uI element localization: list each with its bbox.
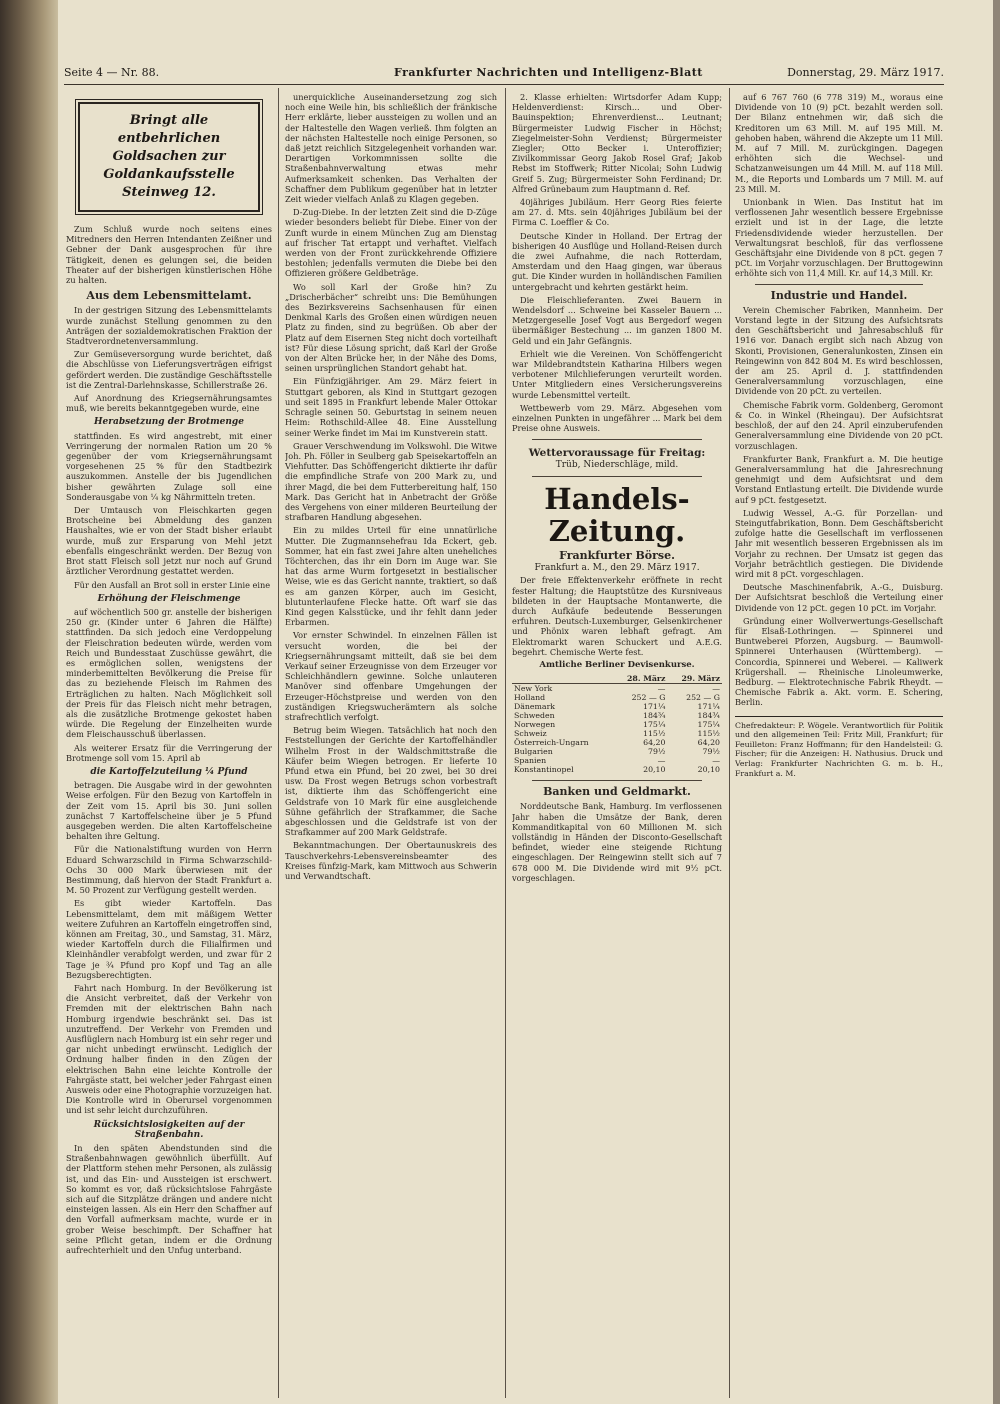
masthead-title: Frankfurter Nachrichten und Intelligenz-Blatt [394,66,703,79]
weather-heading: Wettervoraussage für Freitag: [528,446,706,459]
article-paragraph: Fahrt nach Homburg. In der Bevölkerung ist die Ansicht verbreitet, daß der Verkehr von Fremden mit der elektrischen Bahn nach Homburg irgendwie beschränkt sei. Das ist unzutreffend. Der Verkehr von Fremden und Ausflüglern nach Homburg ist ein sehr reger und gar nicht unbedingt erwünscht. Lediglich der Ordnung halber finden in den Zügen der elektrischen Bahn eine leichte Kontrolle der Fahrgäste statt, bei welcher jeder Fahrgast einen Ausweis oder eine Photographie vorzuzeigen hat. Die Kontrolle wird in Oberursel vorgenommen und ist sehr leicht durchzuführen. [66,983,272,1116]
subheading: Rücksichtslosigkeiten auf der Straßenbahn. [93,1119,245,1140]
column-2 [285,92,497,1392]
column-3 [512,92,722,1392]
article-paragraph: Zur Gemüseversorgung wurde berichtet, daß die Abschlüsse von Lieferungsverträgen eifrigst gefördert werden. Die zuständige Geschäftsstelle ist die Zentral-Darlehnskasse, Schillerstraße 26. [66,349,272,390]
table-cell: 171¼ [643,702,666,712]
page-number: Seite 4 — Nr. 88. [64,66,160,79]
table-row [512,693,722,702]
article-paragraph: Auf Anordnung des Kriegsernährungsamtes muß, wie bereits bekanntgegeben wurde, eine [66,393,272,414]
header-rule [64,84,944,85]
article-paragraph: Verein Chemischer Fabriken, Mannheim. Der Vorstand legte in der Sitzung des Aufsichtsrats den Geschäftsbericht und Jahresabschluß für 1916 vor. Danach ergibt sich nach Abzug von Skonti, Provisionen, Generalunkosten, Zinsen ein Reingewinn von 842 804 M. Es wird beschlossen, der am 25. April d. J. stattfindenden Generalversammlung vorzuschlagen, eine Dividende von 20 pCt. zu verteilen. [735,304,943,397]
article-paragraph: Deutsche Kinder in Holland. Der Ertrag der bisherigen 40 Ausflüge und Holland-Reisen durch die zwei Aufnahme, die nach Rotterdam, Amsterdam und den Haag gingen, war überaus gut. Die Kinder wurden in holländischen Familien untergebracht und kehrten gestärkt heim. [512,230,722,292]
article-paragraph: Frankfurter Bank, Frankfurt a. M. Die heutige Generalversammlung hat die Jahresrechnung genehmigt und dem Aufsichtsrat und dem Vorstand Entlastung erteilt. Die Dividende wurde auf 9 pCt. festgesetzt. [735,453,943,505]
article-paragraph: unerquickliche Auseinandersetzung zog sich noch eine Weile hin, bis schließlich der fränkische Herr erklärte, lieber aussteigen zu wollen und an der Haltestelle den Wagen verließ. Ihm folgten an der nächsten Haltestelle noch einige Personen, so daß jetzt reichlich Sitzgelegenheit vorhanden war. Derartigen Vorkommnissen sollte die Straßenbahnverwaltung etwas mehr Aufmerksamkeit schenken. Das Verhalten der Schaffner dem Publikum gegenüber hat in letzter Zeit wieder vielfach Anlaß zu Klagen gegeben. [285,92,497,205]
table-cell: 115½ [697,729,720,739]
article-paragraph: Ein Fünfzigjähriger. Am 29. März feiert in Stuttgart geboren, als Kind in Stuttgart gezogen und seit 1895 in Frankfurt lebende Maler Ottokar Schragle seinen 50. Geburtstag in seinem neuen Heim: Rothschild-Allee 48. Eine Ausstellung seiner Werke findet im Mai im Kunstverein statt. [285,376,497,438]
article-paragraph: Wettbewerb vom 29. März. Abgesehen vom einzelnen Punkten in ungefährer ... Mark bei dem Preise ohne Ausweis. [512,402,722,434]
table-row [512,702,722,711]
article-paragraph: Erhielt wie die Vereinen. Von Schöffengericht war Mildebrandtstein Katharina Hilbers wegen verbotener Milchlieferungen verurteilt worden. Unter Mitgliedern eines Versicherungsvereins wurde Lebensmittel verteilt. [512,348,722,400]
table-cell: Bulgarien [514,747,553,757]
table-cell: — [657,756,666,766]
table-header-row [512,674,722,684]
column-1 [66,92,272,1392]
article-paragraph: Für den Ausfall an Brot soll in erster Linie eine [74,579,271,590]
column-divider [729,88,730,1398]
subheading: Erhöhung der Fleischmenge [97,593,241,604]
article-paragraph: Norddeutsche Bank, Hamburg. Im verflossenen Jahr haben die Umsätze der Bank, deren Kommanditkapital von 60 Millionen M. sich vollständig in Händen der Disconto-Gesellschaft befindet, wieder eine steigende Richtung eingeschlagen. Der Reingewinn stellt sich auf 7 678 000 M. Die Dividende wird mit 9½ pCt. vorgeschlagen. [512,801,722,883]
table-cell: 184¾ [697,711,720,721]
article-paragraph: 2. Klasse erhielten: Wirtsdorfer Adam Kupp; Heldenverdienst: Kirsch... und Ober-Bauinspektion; Ehrenverdienst... Leutnant; Bürgermeister Ludwig Fischer in Höchst; Ziegelmeister-Sohn Verdienst; Bürgermeister Ziegler; Otto Becker i. Unteroffizier; Zivilkommissar Georg Jakob Rosel Graf; Jakob Rebst im Stoffwerk; Ritter Nicolai; Sohn Ludwig Greif 5. Zug; Bürgermeister Sohn Ferdinand; Dr. Alfred Grünebaum zum Hauptmann d. Ref. [512,92,722,194]
section-heading: Banken und Geldmarkt. [543,785,691,799]
article-paragraph: Grauer Verschwendung im Volkswohl. Die Witwe Joh. Ph. Föller in Seulberg gab Speisekartoffeln an Viehfutter. Das Schöffengericht diktierte ihr dafür die empfindliche Strafe von 200 Mark zu, und ihrer Magd, die bei dem Futterbereitung half, 150 Mark. Das Gericht hat in Anbetracht der Größe des Vergehens von einer milderen Beurteilung der strafbaren Handlung abgesehen. [285,440,497,523]
article-paragraph: betragen. Die Ausgabe wird in der gewohnten Weise erfolgen. Für den Bezug von Kartoffeln in der Zeit vom 15. April bis 30. Juni sollen zunächst 7 Kartoffelscheine über je 5 Pfund ausgegeben werden. Die alten Kartoffelscheine behalten ihre Geltung. [66,780,272,842]
column-divider [278,88,279,1398]
article-paragraph: Gründung einer Wollverwertungs-Gesellschaft für Elsaß-Lothringen. — Spinnerei und Buntweberei Pforzen, Augsburg. — Baumwoll-Spinnerei Unterhausen (Württemberg). — Concordia, Spinnerei und Weberei. — Kaliwerk Krügershall. — Rheinische Linoleumwerke, Bedburg. — Elektrotechnische Fabrik Rheydt. — Chemische Fabrik a. Akt. vorm. E. Schering, Berlin. [735,615,943,708]
table-cell: 175¼ [697,720,720,730]
table-cell: 252 — G [631,693,666,703]
table-header-cell: 28. März [613,674,668,684]
table-row [512,756,722,765]
divider [532,780,702,781]
table-cell: 20,10 [697,765,720,775]
article-paragraph: Ein zu mildes Urteil für eine unnatürliche Mutter. Die Zugmannsehefrau Ida Eckert, geb. Sommer, hat ein fast zwei Jahre alten uneheliches Töchterchen, das ihr ein Dorn im Auge war. Sie hat das arme Wurm fortgesetzt in bestialischer Weise, wie es das Gericht nannte, traktiert, so daß es am ganzen Körper, auch im Gesicht, blutunterlaufene Flecke hatte. Oft warf sie das Kind gegen Kalsstücke, und ihr fehlt dann jeder Erbarmen. [285,525,497,628]
article-paragraph: stattfinden. Es wird angestrebt, mit einer Verringerung der normalen Ration um 20 % gegenüber der vom Kriegsernährungsamt vorgesehenen 25 % für den Stadtbezirk auszukommen. Anstelle der bis Jugendlichen bisher gewährten Zulage soll eine Sonderausgabe von ¼ kg Nährmitteln treten. [66,430,272,502]
article-paragraph: Ludwig Wessel, A.-G. für Porzellan- und Steingutfabrikation, Bonn. Dem Geschäftsbericht zufolge hatte die Gesellschaft im verflossenen Jahr mit wesentlich besseren Ergebnissen als im Vorjahr zu rechnen. Der Umsatz ist gegen das Vorjahr beträchtlich gestiegen. Die Dividende wird mit 8 pCt. vorgeschlagen. [735,507,943,579]
issue-date: Donnerstag, 29. März 1917. [787,66,944,79]
table-cell: 252 — G [686,693,720,703]
page-header [64,66,944,82]
article-paragraph: Für die Nationalstiftung wurden von Herrn Eduard Schwarzschild in Firma Schwarzschild-Ochs 30 000 Mark überwiesen mit der Bestimmung, daß hiervon der Stadt Frankfurt a. M. 50 Prozent zur Verfügung gestellt werden. [66,844,272,896]
handels-zeitung-title: Handels-Zeitung. [544,481,690,548]
column-divider [505,88,506,1398]
table-cell: Spanien [514,756,547,766]
table-cell: — [657,684,666,694]
column-4 [735,92,943,1392]
article-paragraph: D-Zug-Diebe. In der letzten Zeit sind die D-Züge wieder besonders beliebt für Diebe. Einer von der Zunft wurde in einem München Zug am Dienstag auf frischer Tat ertappt und verhaftet. Vielfach werden von der Front zurückkehrende Offiziere bestohlen; jedenfalls vermuten die Diebe bei den Offizieren größere Geldbeträge. [285,207,497,279]
table-cell: Schweiz [514,729,547,739]
table-cell: 79½ [647,747,666,757]
boerse-title: Frankfurter Börse. [559,548,675,562]
table-row [512,684,722,694]
table-cell: — [712,684,720,694]
table-cell: Norwegen [514,720,556,730]
article-paragraph: Es gibt wieder Kartoffeln. Das Lebensmittelamt, dem mit mäßigem Wetter weitere Zufuhren an Kartoffeln eingetroffen sind, können am Freitag, 30., und Samstag, 31. März, wieder Kartoffeln durch die Filialfirmen und Kleinhändler verabfolgt werden, und zwar für 2 Tage je ¾ Pfund pro Kopf und Tag an alle Bezugsberechtigten. [66,898,272,980]
divider [532,439,702,440]
table-row [512,729,722,738]
article-paragraph: In den späten Abendstunden sind die Straßenbahnwagen gewöhnlich überfüllt. Auf der Plattform stehen mehr Personen, als zulässig ist, und das Ein- und Aussteigen ist erschwert. So kommt es vor, daß rücksichtslose Fahrgäste sich auf die Sitzplätze drängen und andere nicht einsteigen lassen. Als ein Herr den Schaffner auf den Vorfall aufmerksam machte, wurde er in grober Weise beschimpft. Der Schaffner hat seine Pflicht getan, indem er die Ordnung aufrechterhielt und den Unfug unterband. [66,1143,272,1256]
table-cell: Konstantinopel [514,765,574,775]
table-cell: 115½ [643,729,666,739]
article-paragraph: Unionbank in Wien. Das Institut hat im verflossenen Jahr wesentlich bessere Ergebnisse erzielt und ist in der Lage, die letzte Friedensdividende wieder herzustellen. Der Verwaltungsrat beschloß, für das verflossene Geschäftsjahr eine Dividende von 8 pCt. gegen 7 pCt. im Vorjahr vorzuschlagen. Der Bruttogewinn erhöhte sich von 11,4 Mill. Kr. auf 14,3 Mill. Kr. [735,197,943,279]
page-edge [993,0,1000,1404]
article-paragraph: Der Umtausch von Fleischkarten gegen Brotscheine bei Abmeldung des ganzen Haushaltes, wie er von der Stadt bisher erlaubt wurde, muß zur Ersparung von Mehl jetzt ebenfalls eingeschränkt werden. Der Bezug von Brot statt Fleisch soll jetzt nur noch auf Grund ärztlicher Verordnung gestattet werden. [66,505,272,577]
article-paragraph: auf 6 767 760 (6 778 319) M., woraus eine Dividende von 10 (9) pCt. bezahlt werden soll. Der Bilanz entnehmen wir, daß sich die Kreditoren um 63 Mill. M. auf 195 Mill. M. gehoben haben, während die Akzepte um 11 Mill. M. auf 7 Mill. M. zurückgingen. Dagegen erhöhten sich die Wechsel- und Schatzanweisungen um 44 Mill. M. auf 118 Mill. M., die Reports und Lombards um 7 Mill. M. auf 23 Mill. M. [735,92,943,194]
exchange-rate-table [512,674,722,774]
divider [532,476,702,477]
divider [755,284,923,285]
table-cell: 20,10 [643,765,666,775]
table-caption: Amtliche Berliner Devisenkurse. [539,659,695,670]
subheading: Herabsetzung der Brotmenge [94,417,244,428]
table-row [512,711,722,720]
article-paragraph: Die Fleischlieferanten. Zwei Bauern in Wendelsdorf ... Schweine bei Kasseler Bauern ... Metzgergeselle Josef Vogt aus Bergedorf wegen übermäßiger Bestechung ... im ganzen 1800 M. Geld und ein Jahr Gefängnis. [512,294,722,346]
table-cell: — [712,756,720,766]
table-cell: 79½ [702,747,720,757]
table-row [512,720,722,729]
table-cell: New York [514,684,553,694]
table-cell: Schweden [514,711,555,721]
table-cell: Dänemark [514,702,556,712]
boerse-dateline: Frankfurt a. M., den 29. März 1917. [534,563,700,574]
table-cell: Österreich-Ungarn [514,738,589,748]
gold-ad-box: Bringt alle entbehrlichen Goldsachen zur Goldankaufsstelle Steinweg 12. [78,102,260,212]
article-paragraph: Wo soll Karl der Große hin? Zu „Drischerbächer“ schreibt uns: Die Bemühungen des Bezirksvereins Sachsenhausen für einen Denkmal Karls des Großen einen würdigen neuen Platz zu finden, sind zu begrüßen. Ob aber der Platz auf dem Eisernen Steg nicht doch vorteilhaft ist? Für diese Lösung spricht, daß Karl der Große von der Alten Brücke her, in der Nähe des Doms, seinen ursprünglichen Standort gehabt hat. [285,281,497,374]
table-cell: Holland [514,693,546,703]
article-paragraph: auf wöchentlich 500 gr. anstelle der bisherigen 250 gr. (Kinder unter 6 Jahren die Hälfte) stattfinden. Da sich jedoch eine Verdoppelung der Fleischration bedeuten würde, werden vom Reich und Bundesstaat Zuschüsse gewährt, die es ermöglichen sollen, wenigstens der minderbemittelten Bevölkerung die Preise für das zu beziehende Fleisch im Rahmen des Erträglichen zu halten. Nach Möglichkeit soll der Preis für das Fleisch nicht mehr betragen, als die zusätzliche Brotmenge gekostet haben würde. Die Regelung der Einzelheiten wurde dem Fleischausschuß überlassen. [66,606,272,740]
article-paragraph: Vor ernster Schwindel. In einzelnen Fällen ist versucht worden, die bei der Kriegsernährungsamt mitteilt, daß sie bei dem Verkauf seiner Erzeugnisse von dem Erzeuger vor Schleichhändlern gewinne. Solche unlauteren Manöver sind offenbare Umgehungen der Erzeuger-Höchstpreise und werden von den zuständigen Kriegswucherämtern als solche strafrechtlich verfolgt. [285,630,497,722]
article-paragraph: Der freie Effektenverkehr eröffnete in recht fester Haltung; die Hauptstütze des Kursniveaus bildeten in der Hauptsache Montanwerte, die durch Aufkäufe bedeutende Besserungen erfuhren. Deutsch-Luxemburger, Gelsenkirchener und Phönix waren lebhaft gefragt. Am Elektromarkt waren Schuckert und A.E.G. begehrt. Chemische Werte fest. [512,575,722,657]
article-paragraph: In der gestrigen Sitzung des Lebensmittelamts wurde zunächst Stellung genommen zu den Anträgen der sozialdemokratischen Fraktion der Stadtverordnetenversammlung. [66,305,272,347]
article-paragraph: Betrug beim Wiegen. Tatsächlich hat noch den Feststellungen der Gerichte der Kartoffelhändler Wilhelm Frost in der Waldschmittstraße die Käufer beim Wiegen betrogen. Er lieferte 10 Pfund etwa ein Pfund, bei 20 zwei, bei 30 drei usw. Da Frost wegen Betrugs schon vorbestraft ist, diktierte ihm das Schöffengericht eine Geldstrafe von 10 Mark für eine ausgleichende Sühne gefährlich der Strafkammer, die Sache abgeschlossen und die Geldstrafe ist von der Strafkammer auf 200 Mark Geldstrafe. [285,725,497,838]
weather-forecast: Trüb, Niederschläge, mild. [555,459,679,470]
section-heading: Industrie und Handel. [770,288,908,302]
table-row [512,765,722,774]
article-paragraph: Deutsche Maschinenfabrik, A.-G., Duisburg. Der Aufsichtsrat beschloß die Verteilung einer Dividende von 12 pCt. gegen 10 pCt. im Vorjahr. [735,582,943,613]
table-cell: 171¼ [697,702,720,712]
table-cell: 64,20 [697,738,720,748]
table-header-cell: 29. März [667,674,722,684]
article-paragraph: Als weiterer Ersatz für die Verringerung der Brotmenge soll vom 15. April ab [66,742,272,763]
article-paragraph: Bekanntmachungen. Der Obertaunuskreis des Tauschverkehrs-Lebensvereinsbeamter des Kreises fünfzig-Mark, kam Mittwoch aus Schwerin und Verwandtschaft. [285,840,497,882]
table-header-cell [512,674,613,684]
book-binding-edge [0,0,58,1404]
table-cell: 184¾ [643,711,666,721]
table-cell: 175¼ [643,720,666,730]
table-cell: 64,20 [643,738,666,748]
subheading: die Kartoffelzuteilung ¼ Pfund [90,766,248,777]
table-row [512,747,722,756]
article-paragraph: Zum Schluß wurde noch seitens eines Mitredners den Herren Intendanten Zeißner und Gebner der Dank ausgesprochen für ihre Tätigkeit, denen es gelungen sei, die beiden Theater auf der bisherigen künstlerischen Höhe zu halten. [66,224,272,286]
section-heading: Aus dem Lebensmittelamt. [86,289,252,303]
imprint: Chefredakteur: P. Wögele. Verantwortlich für Politik und den allgemeinen Teil: Fritz Mill, Frankfurt; für Feuilleton: Franz Hoffmann; für den Handelsteil: G. Fischer; für die Anzeigen: H. Nathusius. Druck und Verlag: Frankfurter Nachrichten G. m. b. H., Frankfurt a. M. [735,716,943,779]
article-paragraph: 40jähriges Jubiläum. Herr Georg Ries feierte am 27. d. Mts. sein 40jähriges Jubiläum bei der Firma C. Loeffler & Co. [512,197,722,228]
table-row [512,738,722,747]
article-paragraph: Chemische Fabrik vorm. Goldenberg, Geromont & Co. in Winkel (Rheingau). Der Aufsichtsrat beschloß, der auf den 24. April einzuberufenden Generalversammlung eine Dividende von 20 pCt. vorzuschlagen. [735,399,943,451]
